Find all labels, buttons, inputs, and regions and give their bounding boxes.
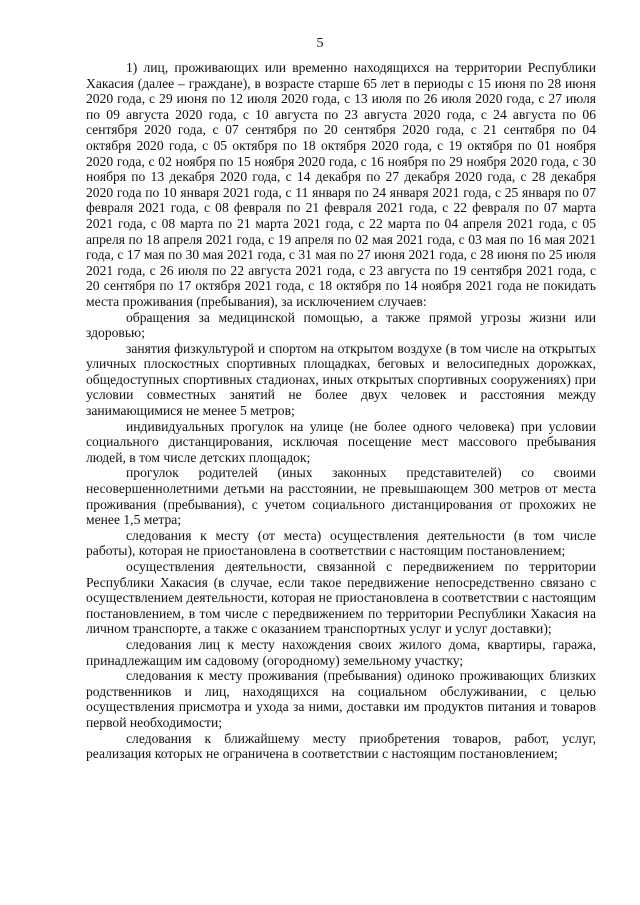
paragraph: индивидуальных прогулок на улице (не более одного человека) при условии социального дистанцирования, исключая посещение мест массового пребывания людей, в том числе детских площадок; <box>86 418 596 465</box>
paragraph: следования к месту (от места) осуществления деятельности (в том числе работы), которая не приостановлена в соответствии с настоящим постановлением; <box>86 527 596 559</box>
paragraph: 1) лиц, проживающих или временно находящихся на территории Республики Хакасия (далее – граждане), в возрасте старше 65 лет в периоды с 15 июня по 28 июня 2020 года, с 29 июня по 12 июля 2020 года, с 13 июля по 26 июля 2020 года, с 27 июля по 09 августа 2020 года, с 10 августа по 23 августа 2020 года, с 24 августа по 06 сентября 2020 года, с 07 сентября по 20 сентября 2020 года, с 21 сентября по 04 октября 2020 года, с 05 октября по 18 октября 2020 года, с 19 октября по 01 ноября 2020 года, с 02 ноября по 15 ноября 2020 года, с 16 ноября по 29 ноября 2020 года, с 30 ноября по 13 декабря 2020 года, с 14 декабря по 27 декабря 2020 года, с 28 декабря 2020 года по 10 января 2021 года, с 11 января по 24 января 2021 года, с 25 января по 07 февраля 2021 года, с 08 февраля по 21 февраля 2021 года, с 22 февраля по 07 марта 2021 года, с 08 марта по 21 марта 2021 года, с 22 марта по 04 апреля 2021 года, с 05 апреля по 18 апреля 2021 года, с 19 апреля по 02 мая 2021 года, с 03 мая по 16 мая 2021 года, с 17 мая по 30 мая 2021 года, с 31 мая по 27 июня 2021 года, с 28 июня по 25 июля 2021 года, с 26 июля по 22 августа 2021 года, с 23 августа по 19 сентября 2021 года, с 20 сентября по 17 октября 2021 года, с 18 октября по 14 ноября 2021 года не покидать места проживания (пребывания), за исключением случаев: <box>86 60 596 309</box>
paragraph: следования лиц к месту нахождения своих жилого дома, квартиры, гаража, принадлежащим им садовому (огородному) земельному участку; <box>86 636 596 668</box>
page-number: 5 <box>316 36 324 51</box>
paragraph: следования к месту проживания (пребывания) одиноко проживающих близких родственников и лиц, находящихся на социальном обслуживании, с целью осуществления присмотра и ухода за ними, доставки им продуктов питания и товаров первой необходимости; <box>86 668 596 730</box>
document-body <box>86 60 596 762</box>
paragraph: осуществления деятельности, связанной с передвижением по территории Республики Хакасия (в случае, если такое передвижение непосредственно связано с осуществлением деятельности, которая не приостановлена в соответствии с настоящим постановлением, в том числе с передвижением по территории Республики Хакасия на личном транспорте, а также с оказанием транспортных услуг и услуг доставки); <box>86 559 596 637</box>
paragraph: занятия физкультурой и спортом на открытом воздухе (в том числе на открытых уличных плоскостных спортивных площадках, беговых и велосипедных дорожках, общедоступных спортивных стадионах, иных открытых спортивных сооружениях) при условии совместных занятий не более двух человек и расстояния между занимающимися не менее 5 метров; <box>86 340 596 419</box>
paragraph: следования к ближайшему месту приобретения товаров, работ, услуг, реализация которых не ограничена в соответствии с настоящим постановлением; <box>86 730 596 762</box>
paragraph: прогулок родителей (иных законных представителей) со своими несовершеннолетними детьми на расстоянии, не превышающем 300 метров от места проживания (пребывания), с учетом социального дистанцирования от прохожих не менее 1,5 метра; <box>86 465 596 528</box>
paragraph: обращения за медицинской помощью, а также прямой угрозы жизни или здоровью; <box>86 309 596 341</box>
